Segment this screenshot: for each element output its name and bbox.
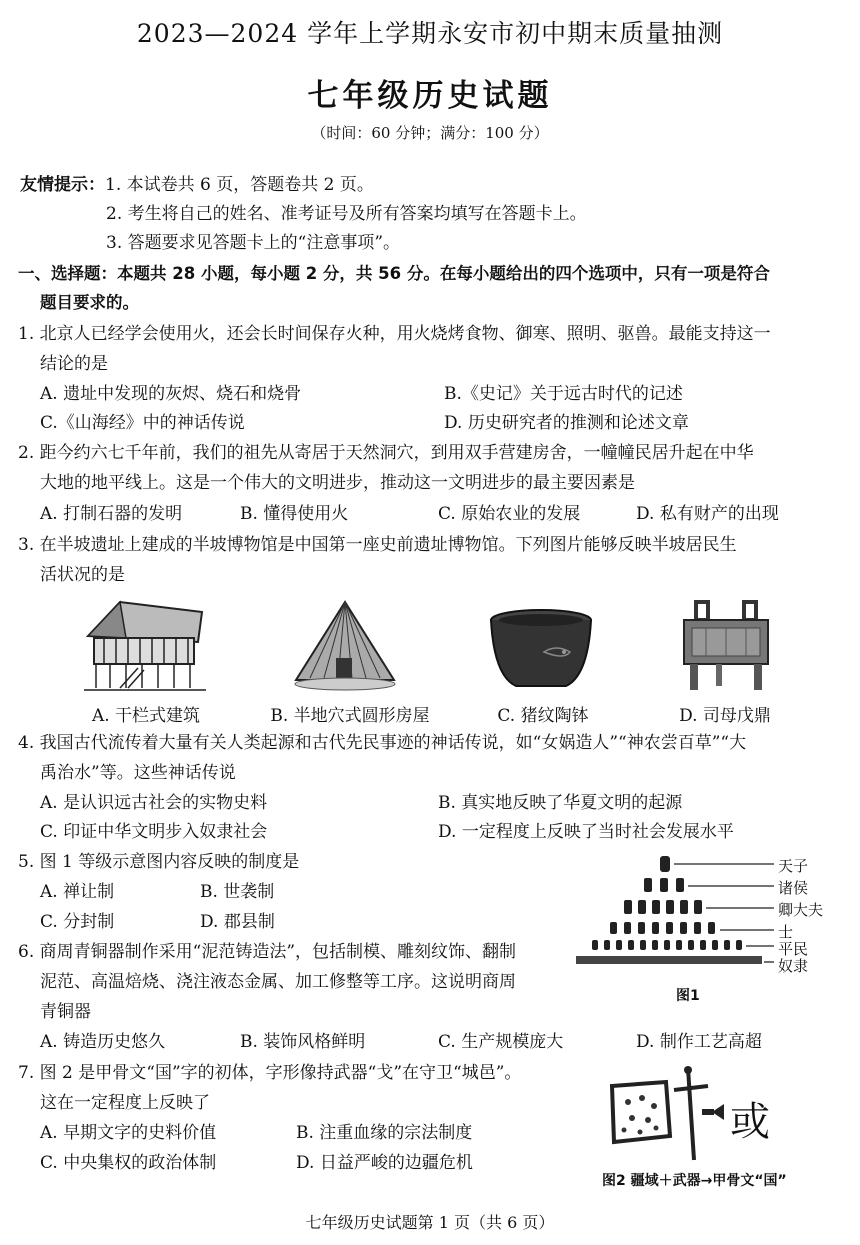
q5-option-a: A. 禅让制 (40, 882, 115, 902)
figure-2-caption: 图2 疆域＋武器→甲骨文“国” (602, 1173, 787, 1189)
question-4-stem: 4. 我国古代流传着大量有关人类起源和古代先民事迹的神话传说，如“女娲造人”“神农尝百草”“大 (18, 733, 747, 753)
question-3-stem: 3. 在半坡遗址上建成的半坡博物馆是中国第一座史前遗址博物馆。下列图片能够反映半坡居民生 (18, 535, 737, 555)
q7-option-c: C. 中央集权的政治体制 (40, 1153, 217, 1173)
q3-option-d: D. 司母戊鼎 (679, 706, 771, 726)
section-heading: 一、选择题：本题共 28 小题，每小题 2 分，共 56 分。在每小题给出的四个选项中，只有一项是符合 (18, 264, 770, 283)
q6-option-c: C. 生产规模庞大 (438, 1032, 564, 1052)
question-6-stem-cont: 青铜器 (40, 1002, 91, 1022)
q4-option-c: C. 印证中华文明步入奴隶社会 (40, 822, 268, 842)
round-hut-image (290, 598, 400, 694)
question-5-stem: 5. 图 1 等级示意图内容反映的制度是 (18, 852, 300, 872)
level-label: 天子 (778, 857, 809, 875)
oracle-bone-guo-figure (604, 1064, 744, 1164)
tips-label: 友情提示： (20, 175, 105, 195)
level-label: 卿大夫 (778, 901, 824, 919)
q4-option-d: D. 一定程度上反映了当时社会发展水平 (438, 822, 734, 842)
q3-option-b: B. 半地穴式圆形房屋 (270, 706, 430, 726)
guo-glyph: 或 (730, 1099, 770, 1145)
q7-option-b: B. 注重血缘的宗法制度 (296, 1123, 473, 1143)
tips-line-1 (20, 173, 374, 197)
stilt-house-image (80, 598, 210, 694)
figure-1-caption: 图1 (676, 988, 700, 1004)
time-info: （时间：60 分钟；满分：100 分） (311, 124, 549, 142)
question-7-stem-cont: 这在一定程度上反映了 (40, 1093, 210, 1113)
pig-pottery-bowl-image (486, 606, 596, 692)
simuwu-ding-image (676, 600, 776, 694)
q5-option-b: B. 世袭制 (200, 882, 275, 902)
tip-item: 2. 考生将自己的姓名、准考证号及所有答案均填写在答题卡上。 (106, 204, 587, 224)
q6-option-a: A. 铸造历史悠久 (40, 1032, 166, 1052)
q1-option-d: D. 历史研究者的推测和论述文章 (444, 413, 689, 433)
q2-option-a: A. 打制石器的发明 (40, 504, 183, 524)
q6-option-b: B. 装饰风格鲜明 (240, 1032, 366, 1052)
q1-option-b: B.《史记》关于远古时代的记述 (444, 384, 683, 404)
q5-option-d: D. 郡县制 (200, 912, 275, 932)
hierarchy-pyramid-figure (574, 852, 774, 984)
q7-option-d: D. 日益严峻的边疆危机 (296, 1153, 473, 1173)
question-4-stem-cont: 禹治水”等。这些神话传说 (40, 763, 236, 783)
q1-option-a: A. 遗址中发现的灰烬、烧石和烧骨 (40, 384, 302, 404)
question-7-stem: 7. 图 2 是甲骨文“国”字的初体，字形像持武器“戈”在守卫“城邑”。 (18, 1063, 522, 1083)
level-label: 奴隶 (778, 957, 809, 975)
q5-option-c: C. 分封制 (40, 912, 115, 932)
tip-item: 1. 本试卷共 6 页，答题卷共 2 页。 (105, 175, 374, 195)
q2-option-b: B. 懂得使用火 (240, 504, 349, 524)
subject-title: 七年级历史试题 (307, 78, 553, 114)
q2-option-c: C. 原始农业的发展 (438, 504, 581, 524)
section-heading-cont: 题目要求的。 (40, 293, 139, 312)
exam-title: 2023—2024 学年上学期永安市初中期末质量抽测 (136, 19, 724, 48)
level-label: 平民 (778, 940, 809, 958)
question-3-stem-cont: 活状况的是 (40, 565, 125, 585)
question-1-stem: 1. 北京人已经学会使用火，还会长时间保存火种，用火烧烤食物、御寒、照明、驱兽。最能支持这一 (18, 324, 771, 344)
question-1-stem-cont: 结论的是 (40, 354, 108, 374)
q3-option-a: A. 干栏式建筑 (91, 706, 201, 726)
q4-option-b: B. 真实地反映了华夏文明的起源 (438, 793, 683, 813)
level-label: 诸侯 (778, 879, 809, 897)
question-2-stem-cont: 大地的地平线上。这是一个伟大的文明进步，推动这一文明进步的最主要因素是 (40, 473, 635, 493)
q6-option-d: D. 制作工艺高超 (636, 1032, 762, 1052)
q1-option-c: C.《山海经》中的神话传说 (40, 413, 245, 433)
page-footer: 七年级历史试题第 1 页（共 6 页） (305, 1213, 555, 1232)
q7-option-a: A. 早期文字的史料价值 (40, 1123, 217, 1143)
question-6-stem-cont: 泥范、高温焙烧、浇注液态金属、加工修整等工序。这说明商周 (40, 972, 516, 992)
tip-item: 3. 答题要求见答题卡上的“注意事项”。 (106, 233, 401, 253)
q4-option-a: A. 是认识远古社会的实物史料 (40, 793, 268, 813)
question-2-stem: 2. 距今约六七千年前，我们的祖先从寄居于天然洞穴，到用双手营建房舍，一幢幢民居升起在中华 (18, 443, 754, 463)
question-6-stem: 6. 商周青铜器制作采用“泥范铸造法”，包括制模、雕刻纹饰、翻制 (18, 942, 517, 962)
level-label: 士 (778, 923, 794, 941)
q3-option-c: C. 猪纹陶钵 (497, 706, 589, 726)
q2-option-d: D. 私有财产的出现 (636, 504, 779, 524)
